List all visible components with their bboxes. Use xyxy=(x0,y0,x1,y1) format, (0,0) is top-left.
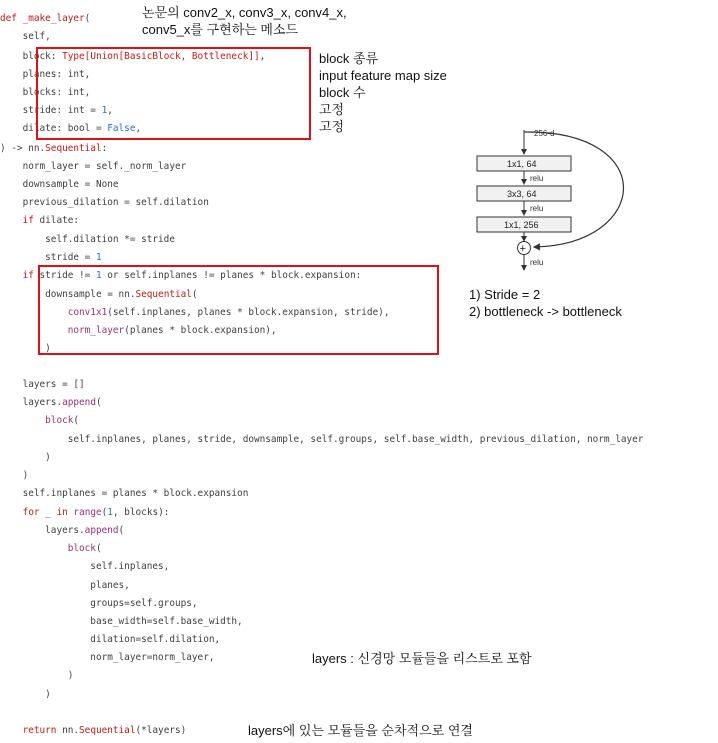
code-line xyxy=(0,251,102,265)
code-keyword: return xyxy=(0,725,57,736)
code-text: ( xyxy=(95,397,102,408)
code-keyword: for xyxy=(0,507,40,518)
code-keyword: if xyxy=(0,215,34,226)
code-line xyxy=(0,524,124,538)
code-line: downsample = None xyxy=(0,179,119,190)
code-number: 1 xyxy=(101,105,108,116)
code-line: dilation=self.dilation, xyxy=(0,634,221,645)
diagram-box-1x1-256-label: 1x1, 256 xyxy=(504,220,539,230)
code-text: stride != xyxy=(33,270,96,281)
code-text: layers. xyxy=(0,397,63,408)
annotation-return: layers에 있는 모듈들을 순차적으로 연결 xyxy=(248,723,473,738)
code-line: self.inplanes, xyxy=(0,561,170,572)
code-text: or self.inplanes != planes * block.expansion: xyxy=(101,270,362,281)
diagram-box-1x1-64-label: 1x1, 64 xyxy=(507,159,537,169)
code-text: block: xyxy=(0,51,63,62)
code-line xyxy=(0,214,79,228)
code-line: ) xyxy=(0,343,51,354)
diagram-plus-icon: + xyxy=(519,243,526,255)
annotation-input-size: input feature map size xyxy=(319,68,447,83)
downsample-highlight-box xyxy=(38,265,439,355)
code-line: groups=self.groups, xyxy=(0,598,198,609)
code-text: , xyxy=(107,105,113,116)
code-function-call: conv1x1 xyxy=(67,307,108,318)
code-text: layers. xyxy=(0,525,85,536)
code-text: ( xyxy=(73,415,80,426)
code-number: 1 xyxy=(95,270,102,281)
code-text: ( xyxy=(84,13,91,24)
code-line xyxy=(0,724,186,738)
code-text: (self.inplanes, planes * block.expansion, stride), xyxy=(107,307,390,318)
code-line: ) xyxy=(0,689,51,700)
code-line: layers = [] xyxy=(0,379,85,390)
code-text: stride = xyxy=(0,252,96,263)
code-text: ( xyxy=(95,543,102,554)
code-line: self.dilation *= stride xyxy=(0,234,175,245)
code-text: , xyxy=(135,123,142,134)
annotation-block-count: block 수 xyxy=(319,85,366,100)
code-keyword: def xyxy=(0,13,23,24)
annotation-layers: layers : 신경망 모듈들을 리스트로 포함 xyxy=(312,651,532,666)
code-text: stride: int = xyxy=(0,105,102,116)
diagram-relu-label: relu xyxy=(530,258,544,267)
title-annotation-line1: 논문의 conv2_x, conv3_x, conv4_x, xyxy=(142,5,347,20)
code-line: previous_dilation = self.dilation xyxy=(0,197,209,208)
diagram-relu-label: relu xyxy=(530,204,544,213)
code-type: Sequential xyxy=(79,725,136,736)
code-line xyxy=(0,506,169,520)
code-text: (*layers) xyxy=(135,725,187,736)
code-text: , blocks): xyxy=(112,507,170,518)
title-annotation-line2: conv5_x를 구현하는 메소드 xyxy=(142,22,299,37)
code-function-name: _make_layer xyxy=(22,13,85,24)
code-type: Type[Union[BasicBlock, Bottleneck]] xyxy=(62,51,260,62)
code-text: ( xyxy=(118,525,125,536)
code-function-call: block xyxy=(67,543,96,554)
code-line: self.inplanes = planes * block.expansion xyxy=(0,488,249,499)
code-line xyxy=(0,142,107,156)
annotation-fixed-stride: 고정 xyxy=(319,102,345,117)
code-text: dilate: bool = xyxy=(0,123,108,134)
code-literal: False xyxy=(107,123,136,134)
code-line: planes, xyxy=(0,580,130,591)
code-keyword: in xyxy=(56,507,68,518)
code-line: ) xyxy=(0,452,51,463)
code-line: base_width=self.base_width, xyxy=(0,616,243,627)
code-text: downsample = nn. xyxy=(0,289,136,300)
code-line xyxy=(0,12,90,26)
code-text xyxy=(0,543,68,554)
code-function-call: append xyxy=(62,397,96,408)
params-highlight-box xyxy=(36,47,311,140)
code-text: ( xyxy=(101,507,108,518)
code-text: nn. xyxy=(56,725,80,736)
code-function-call: append xyxy=(84,525,119,536)
code-text: : xyxy=(101,143,108,154)
code-type: Sequential xyxy=(45,143,102,154)
code-text: _ xyxy=(39,507,57,518)
code-line: blocks: int, xyxy=(0,87,91,98)
code-line xyxy=(0,396,102,410)
code-text: ) -> nn. xyxy=(0,143,46,154)
diagram-box-3x3-64-label: 3x3, 64 xyxy=(507,189,537,199)
annotation-fixed-dilate: 고정 xyxy=(319,119,345,134)
code-text: ( xyxy=(191,289,198,300)
note-bottleneck: 2) bottleneck -> bottleneck xyxy=(469,304,622,319)
code-line xyxy=(0,542,102,556)
code-line: norm_layer=norm_layer, xyxy=(0,652,215,663)
annotation-block-kind: block 종류 xyxy=(319,51,379,66)
code-function-call: block xyxy=(45,415,74,426)
code-text: , xyxy=(259,51,266,62)
code-text xyxy=(0,415,45,426)
code-line: self.inplanes, planes, stride, downsample, self.groups, self.base_width, previous_dilation, norm_layer xyxy=(0,434,644,445)
code-text: (planes * block.expansion), xyxy=(124,325,277,336)
diagram-input-label: 256-d xyxy=(534,129,555,138)
bottleneck-block-diagram xyxy=(460,120,650,280)
code-type: Sequential xyxy=(135,289,192,300)
note-stride: 1) Stride = 2 xyxy=(469,287,541,302)
code-text: dilate: xyxy=(33,215,80,226)
code-function-call: range xyxy=(73,507,102,518)
code-line: norm_layer = self._norm_layer xyxy=(0,161,187,172)
code-number: 1 xyxy=(107,507,113,518)
code-line: self, xyxy=(0,31,51,42)
code-keyword: if xyxy=(0,270,34,281)
code-line: ) xyxy=(0,670,74,681)
diagram-relu-label: relu xyxy=(530,174,544,183)
code-function-call: norm_layer xyxy=(67,325,125,336)
code-line xyxy=(0,414,79,428)
code-line: planes: int, xyxy=(0,69,91,80)
code-number: 1 xyxy=(95,252,102,263)
code-line: ) xyxy=(0,470,29,481)
